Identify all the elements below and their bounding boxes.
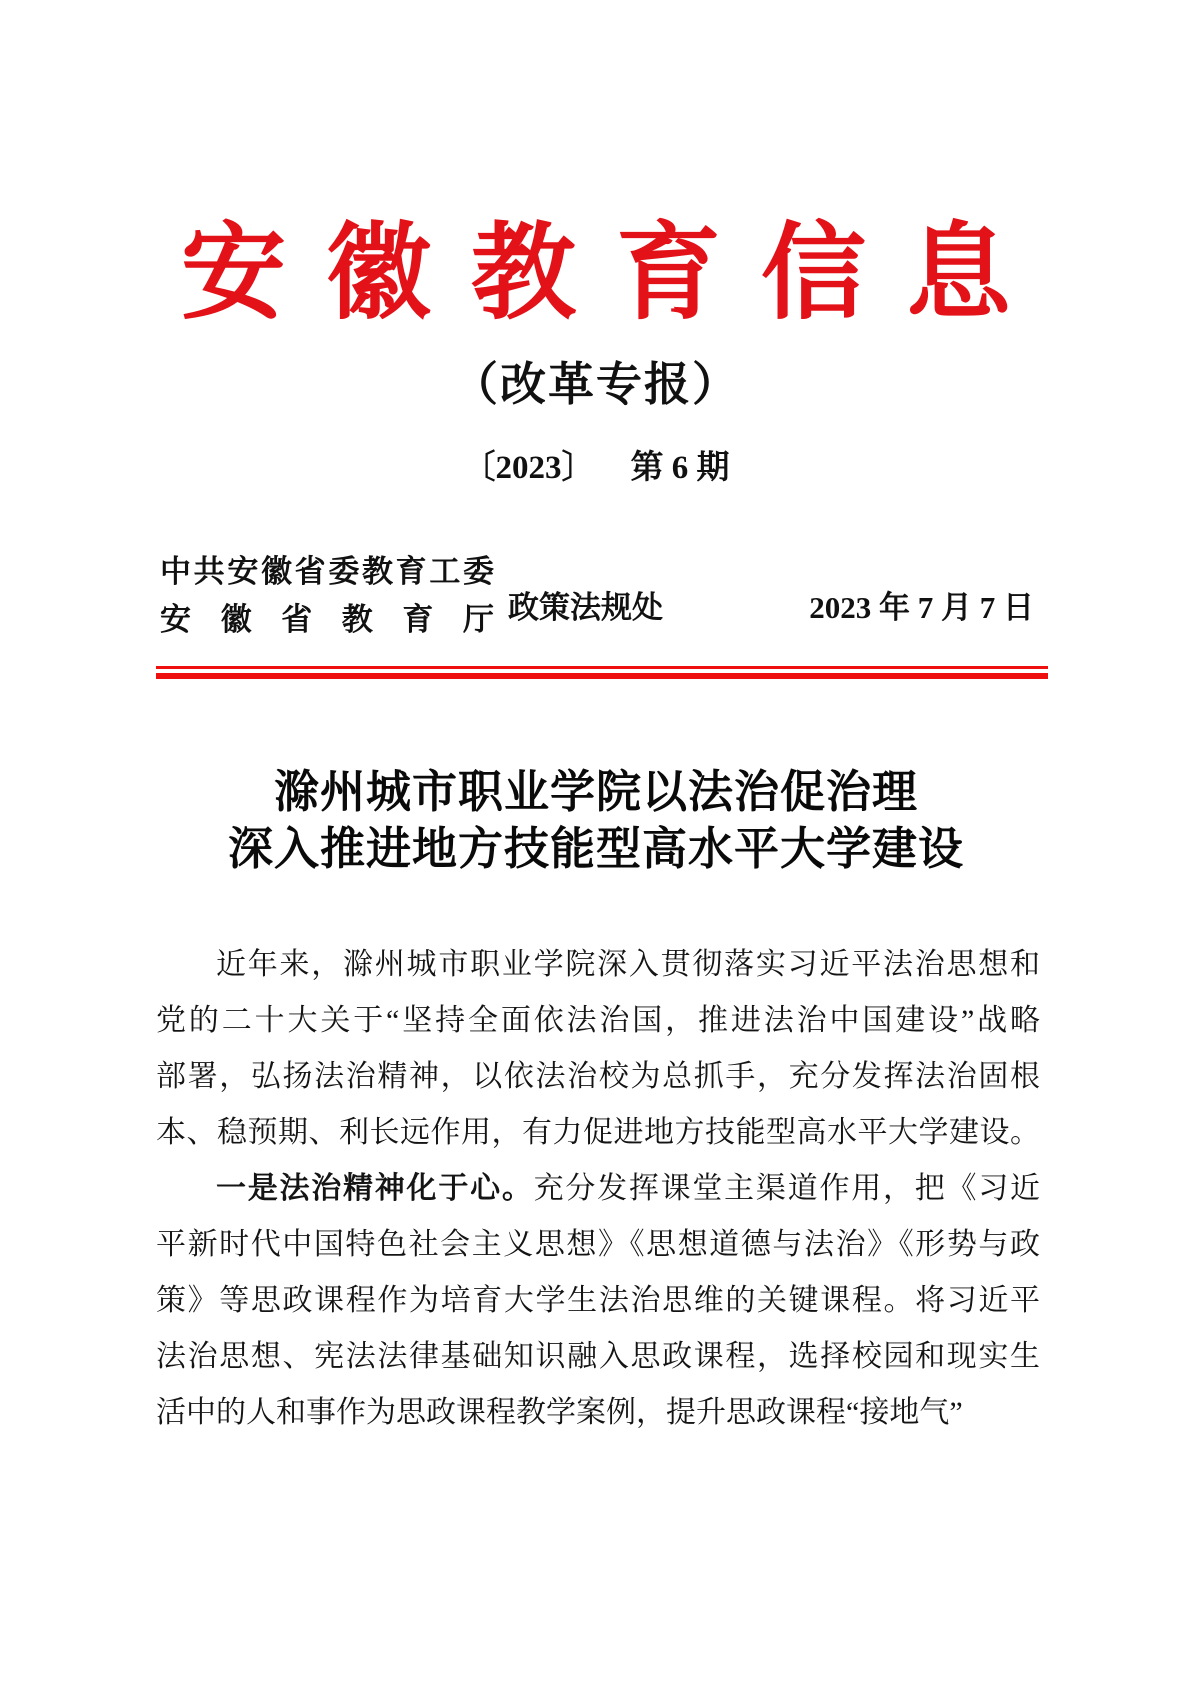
org-name-line2: 安徽省教育厅 <box>160 602 494 637</box>
issue-line <box>0 448 1192 488</box>
body-line <box>156 1105 1040 1161</box>
department-name: 政策法规处 <box>508 590 663 625</box>
body-run: 近年来，滁州城市职业学院深入贯彻落实习近平法治思想和 <box>216 948 1040 981</box>
issue-number: 第 6 期 <box>630 450 730 486</box>
body-run: 法治思想、宪法法律基础知识融入思政课程，选择校园和现实生 <box>156 1340 1040 1373</box>
body-line <box>156 1273 1040 1329</box>
body-line <box>156 1161 1040 1217</box>
body-line <box>156 1049 1040 1105</box>
masthead-subtitle: （改革专报） <box>452 358 740 410</box>
body-run: 策》等思政课程作为培育大学生法治思维的关键课程。将习近平 <box>156 1284 1040 1317</box>
red-divider <box>156 666 1048 679</box>
body-run: 充分发挥课堂主渠道作用，把《习近 <box>533 1172 1041 1205</box>
article-title <box>0 763 1192 877</box>
body-line <box>156 993 1040 1049</box>
issue-year: 〔2023〕 <box>462 450 595 486</box>
body-paragraph <box>156 1161 1040 1441</box>
body-run: 活中的人和事作为思政课程教学案例，提升思政课程“接地气” <box>156 1396 963 1429</box>
article-title-line1: 滁州城市职业学院以法治促治理 <box>273 766 918 817</box>
publisher-org <box>160 548 494 644</box>
article-title-line2: 深入推进地方技能型高水平大学建设 <box>227 823 964 874</box>
publish-date: 2023 年 7 月 7 日 <box>809 590 1034 625</box>
body-line <box>156 1217 1040 1273</box>
body-run: 党的二十大关于“坚持全面依法治国，推进法治中国建设”战略 <box>156 1004 1040 1037</box>
org-name-line1: 中共安徽省委教育工委 <box>160 554 494 589</box>
article-body <box>156 937 1040 1441</box>
body-line <box>156 1329 1040 1385</box>
body-paragraph <box>156 937 1040 1161</box>
body-run: 本、稳预期、利长远作用，有力促进地方技能型高水平大学建设。 <box>156 1116 1040 1149</box>
body-line <box>156 937 1040 993</box>
masthead-title: 安徽教育信息 <box>180 215 1051 332</box>
publisher-block <box>160 548 1040 648</box>
body-run: 平新时代中国特色社会主义思想》《思想道德与法治》《形势与政 <box>156 1228 1040 1261</box>
thick-red-line <box>156 673 1048 679</box>
body-run: 部署，弘扬法治精神，以依法治校为总抓手，充分发挥法治固根 <box>156 1060 1040 1093</box>
body-run-bold: 一是法治精神化于心。 <box>216 1172 534 1205</box>
body-line <box>156 1385 1040 1441</box>
